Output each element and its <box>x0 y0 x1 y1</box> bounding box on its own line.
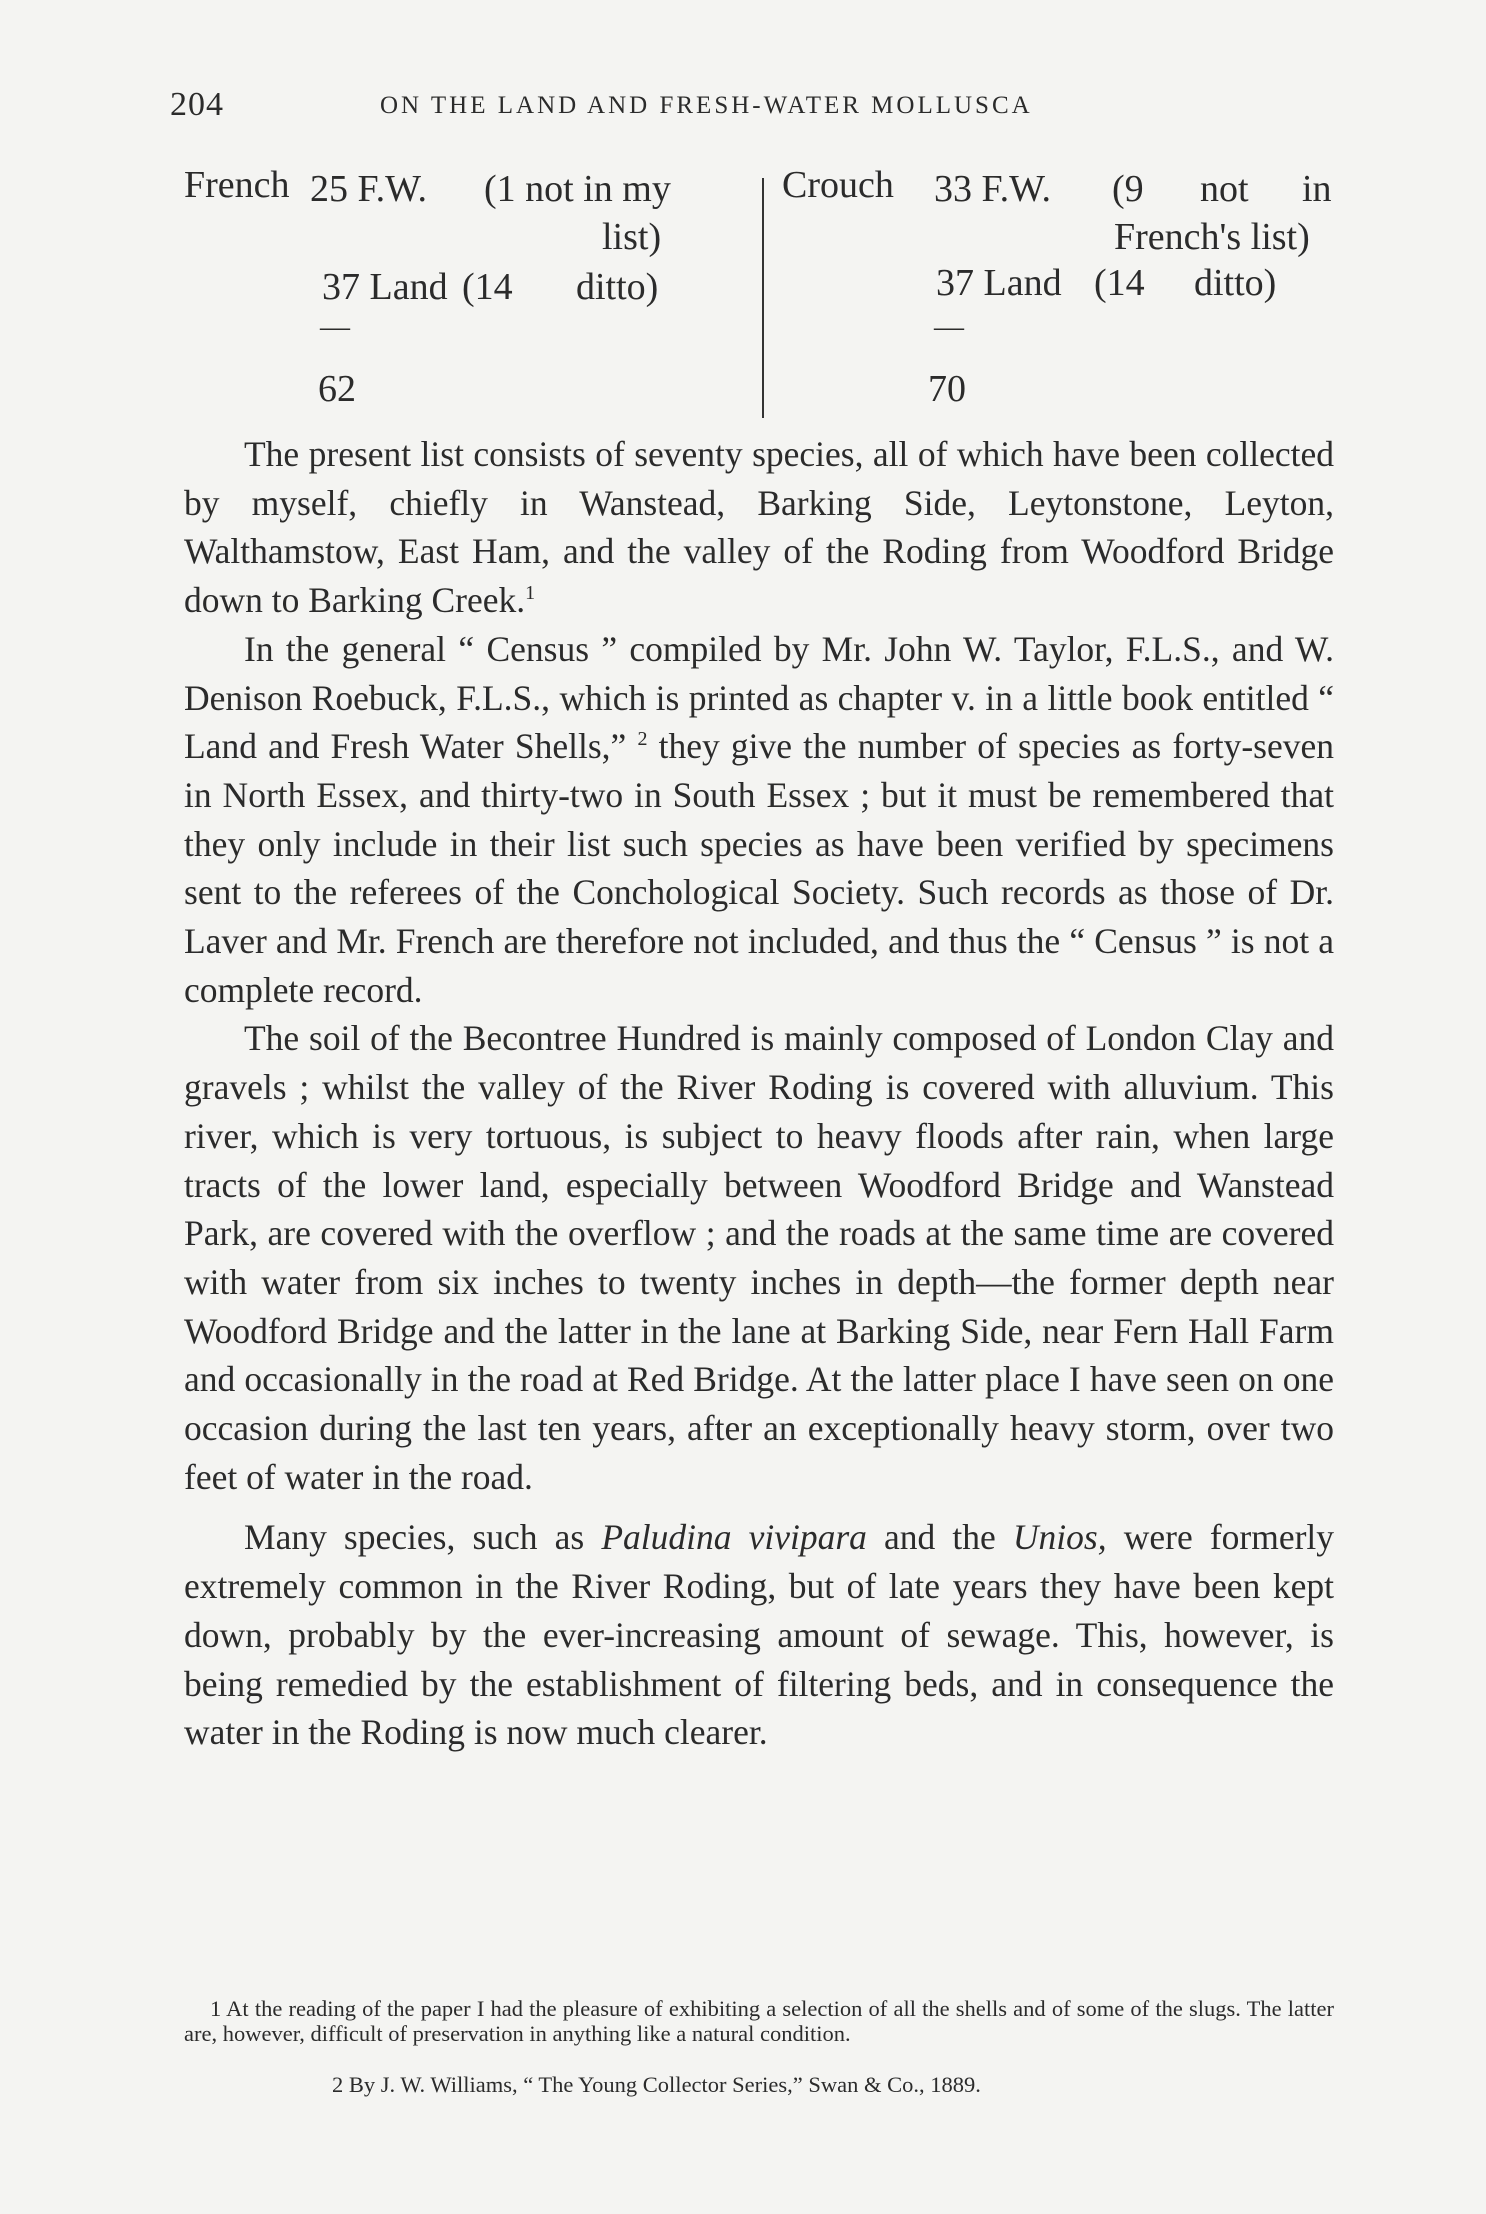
paragraph-4-text-b: and the <box>866 1517 1013 1558</box>
paragraph-3-text: The soil of the Becontree Hundred is mainly composed of London Clay and gravels ; whilst the valley of the River Roding is covered with alluvium. This river, which is very tortuous, is subject to heavy floods after rain, when large tracts of the lower land, especially between Woodford Bridge and Wanstead Park, are covered with the overflow ; and the roads at the same time are covered with water from six inches to twenty inches in depth—the former depth near Woodford Bridge and the latter in the lane at Barking Side, near Fern Hall Farm and occasionally in the road at Red Bridge. At the latter place I have seen on one occasion during the last ten years, after an exceptionally heavy storm, over two feet of water in the road. <box>184 1018 1334 1497</box>
left-total: 62 <box>318 368 356 410</box>
right-fw-note-1: (9 <box>1112 168 1144 210</box>
right-land-note-1: (14 <box>1094 262 1145 304</box>
right-land-note-2: ditto) <box>1194 262 1277 304</box>
left-land-count: 37 Land <box>322 266 448 308</box>
footnote-1: 1 At the reading of the paper I had the pleasure of exhibiting a selection of all the shells and of some of the slugs. The latter are, however, difficult of preservation in anything like a natural condition. <box>184 1996 1334 2046</box>
left-fw-note-2: list) <box>602 216 662 258</box>
body-text <box>184 430 1334 1757</box>
species-name-paludina: Paludina vivipara <box>601 1517 867 1558</box>
right-fw-note-3: in <box>1302 168 1332 210</box>
footnote-ref-2: 2 <box>637 728 648 751</box>
right-rule: — <box>934 310 964 343</box>
footnote-ref-1: 1 <box>525 582 536 605</box>
paragraph-2-text-b: they give the number of species as forty-seven in North Essex, and thirty-two in South Essex ; but it must be remembered that they only include in their list such species as have been verified by specimens sent to the referees of the Conchological Society. Such records as those of Dr. Laver and Mr. French are therefore not included, and thus the “ Census ” is not a complete record. <box>184 726 1334 1010</box>
column-divider <box>762 178 764 418</box>
footnotes <box>184 1996 1334 2097</box>
running-title: ON THE LAND AND FRESH-WATER MOLLUSCA <box>380 92 1033 119</box>
left-land-note-1: (14 <box>462 266 513 308</box>
left-fw-note-1: (1 not in my <box>484 168 671 210</box>
left-fw-count: 25 F.W. <box>310 168 427 210</box>
paragraph-4 <box>184 1513 1334 1757</box>
left-rule: — <box>320 310 350 343</box>
page-number: 204 <box>170 86 224 123</box>
right-fw-note-2: not <box>1200 168 1249 210</box>
paragraph-2 <box>184 625 1334 1015</box>
right-name: Crouch <box>782 164 894 206</box>
right-total: 70 <box>928 368 966 410</box>
left-land-note-2: ditto) <box>576 266 659 308</box>
paragraph-3 <box>184 1014 1334 1501</box>
species-count-comparison <box>184 156 1334 410</box>
paragraph-1-text: The present list consists of seventy species, all of which have been collected by myself, chiefly in Wanstead, Barking Side, Leytonstone, Leyton, Walthamstow, East Ham, and the valley of the Roding from Woodford Bridge down to Barking Creek. <box>184 434 1334 621</box>
paragraph-1 <box>184 430 1334 625</box>
footnote-2: 2 By J. W. Williams, “ The Young Collector Series,” Swan & Co., 1889. <box>332 2072 981 2097</box>
paragraph-2-text-a: In the general “ Census ” compiled by Mr. John W. Taylor, F.L.S., and W. Denison Roebuck, F.L.S., which is printed as chapter v. in a little book entitled “ Land and Fresh Water Shells,” <box>184 628 1334 767</box>
right-land-count: 37 Land <box>936 262 1062 304</box>
right-fw-note-4: French's list) <box>1114 216 1310 258</box>
paragraph-4-text-c: were formerly extremely common in the River Roding, but of late years they have been kept down, probably by the ever-increasing amount of sewage. This, however, is being remedied by the establishment of filtering beds, and in consequence the water in the Roding is now much clearer. <box>184 1517 1335 1753</box>
species-name-unios: Unios, <box>1012 1517 1107 1558</box>
running-header <box>170 86 1350 126</box>
left-name: French <box>184 164 290 206</box>
paragraph-4-text-a: Many species, such as <box>244 1517 602 1558</box>
right-fw-count: 33 F.W. <box>934 168 1051 210</box>
